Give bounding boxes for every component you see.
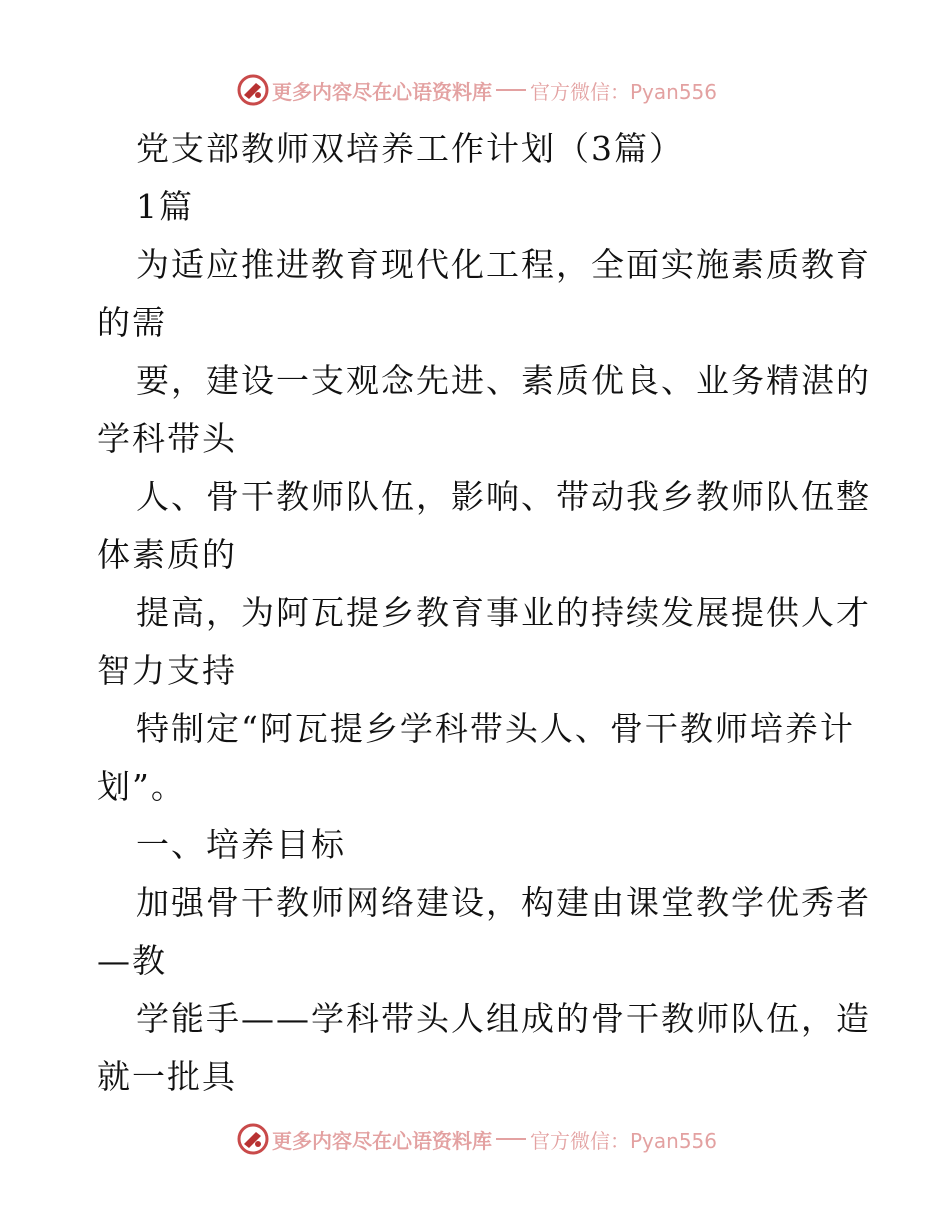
document-title: 党支部教师双培养工作计划（3篇） xyxy=(136,129,684,168)
brand-logo-icon xyxy=(236,73,270,107)
paragraph-line: 提高，为阿瓦提乡教育事业的持续发展提供人才 xyxy=(136,593,871,632)
header-banner-contact: 官方微信：Pyan556 xyxy=(530,79,718,104)
footer-banner-contact: 官方微信：Pyan556 xyxy=(530,1128,718,1153)
footer-banner xyxy=(236,1121,717,1157)
document-body xyxy=(97,120,871,1106)
header-banner-dash xyxy=(496,89,526,91)
paragraph-line: 要，建设一支观念先进、素质优良、业务精湛的 xyxy=(136,361,871,400)
footer-banner-dash xyxy=(496,1138,526,1140)
paragraph-line: 加强骨干教师网络建设，构建由课堂教学优秀者 xyxy=(136,883,871,922)
header-banner-text: 更多内容尽在心语资料库 xyxy=(272,79,492,104)
paragraph-line: 划”。 xyxy=(97,767,186,806)
brand-logo-icon xyxy=(236,1122,270,1156)
paragraph-line: 为适应推进教育现代化工程，全面实施素质教育 xyxy=(136,245,871,284)
paragraph-line: 体素质的 xyxy=(97,535,237,574)
paragraph-line: 智力支持 xyxy=(97,651,237,690)
header-banner xyxy=(236,72,717,108)
paragraph-line: 学科带头 xyxy=(97,419,237,458)
paragraph-line: —教 xyxy=(97,941,167,980)
section-label: 1篇 xyxy=(136,187,194,226)
paragraph-line: 就一批具 xyxy=(97,1057,237,1096)
paragraph-line: 特制定“阿瓦提乡学科带头人、骨干教师培养计 xyxy=(136,709,855,748)
footer-banner-text: 更多内容尽在心语资料库 xyxy=(272,1128,492,1153)
paragraph-line: 学能手——学科带头人组成的骨干教师队伍，造 xyxy=(136,999,871,1038)
paragraph-line: 的需 xyxy=(97,303,167,342)
paragraph-line: 人、骨干教师队伍，影响、带动我乡教师队伍整 xyxy=(136,477,871,516)
section-heading: 一、培养目标 xyxy=(136,825,346,864)
